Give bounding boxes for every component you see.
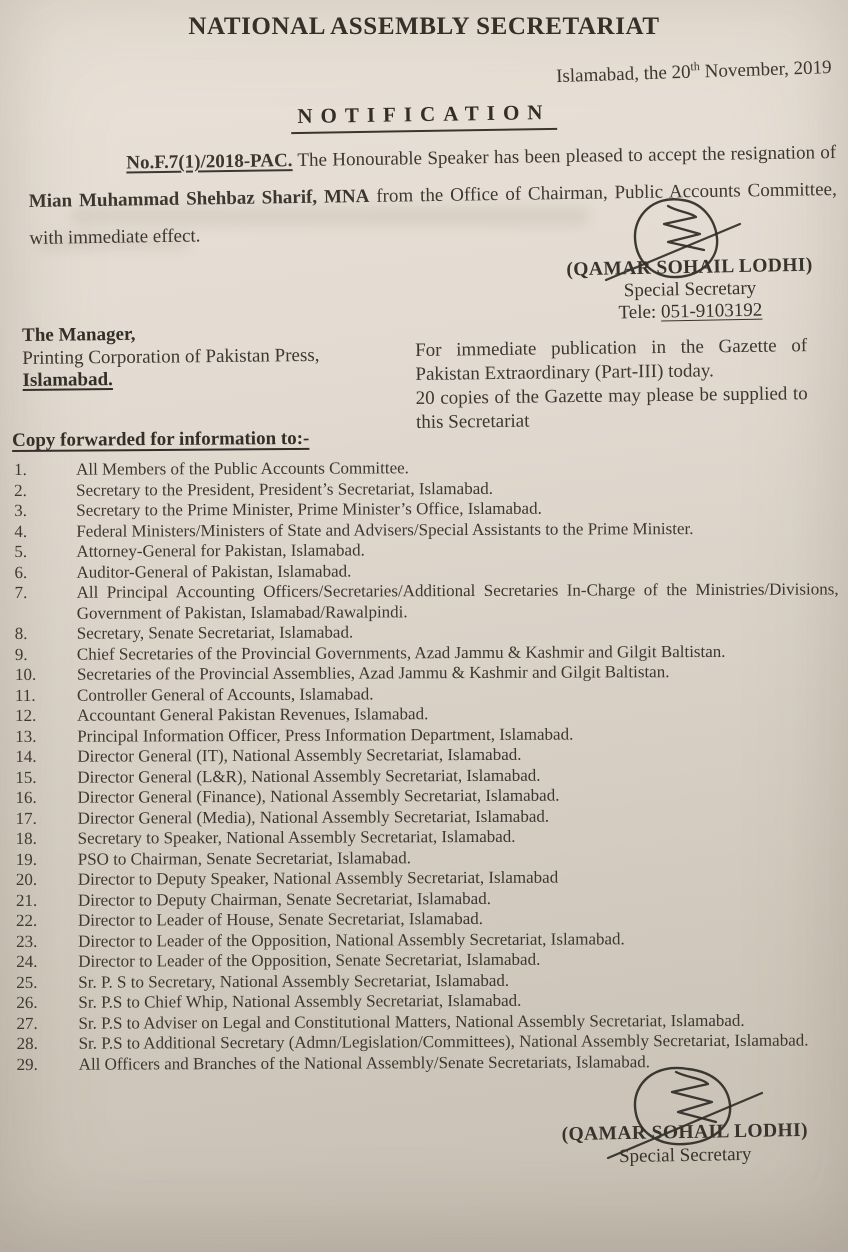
list-item-number: 28.	[16, 1033, 38, 1053]
list-item-text: Sr. P.S to Additional Secretary (Admn/Legislation/Committees), National Assembly Secretariat, Islamabad.	[78, 1030, 809, 1053]
list-item-number: 9.	[14, 644, 28, 664]
list-item-text: Secretary, Senate Secretariat, Islamabad.	[76, 622, 354, 643]
addressee-block	[22, 322, 320, 393]
date-prefix: Islamabad, the 20	[556, 61, 692, 88]
list-item-text: All Officers and Branches of the National Assembly/Senate Secretariats, Islamabad.	[78, 1051, 651, 1074]
list-item-text: Auditor-General of Pakistan, Islamabad.	[76, 561, 352, 582]
signatory-designation: Special Secretary	[623, 277, 757, 302]
addressee-line-1: The Manager,	[22, 323, 136, 346]
list-item-number: 2.	[14, 480, 27, 500]
list-item-text: Principal Information Officer, Press Information Department, Islamabad.	[77, 724, 574, 746]
list-item-number: 20.	[15, 869, 38, 889]
list-item-text: Secretary to the Prime Minister, Prime Minister’s Office, Islamabad.	[76, 498, 542, 520]
list-item-number: 4.	[14, 521, 28, 541]
list-item-text: Secretaries of the Provincial Assemblies, Azad Jammu & Kashmir and Gilgit Baltistan.	[76, 662, 670, 684]
reference-number: No.F.7(1)/2018-PAC.	[126, 150, 293, 174]
tele-number: 051-9103192	[660, 299, 763, 323]
notification-body-paragraph	[28, 134, 838, 257]
list-item-text: Secretary to the President, President’s Secretariat, Islamabad.	[76, 478, 494, 500]
list-item-number: 24.	[16, 951, 38, 971]
list-item-number: 14.	[15, 746, 37, 766]
list-item-number: 25.	[16, 972, 38, 992]
list-item-number: 1.	[14, 459, 27, 479]
signatory-designation: Special Secretary	[618, 1143, 752, 1168]
list-item-text: Director to Leader of the Opposition, Senate Secretariat, Islamabad.	[78, 949, 541, 971]
date-line	[556, 57, 832, 88]
list-item	[17, 1051, 841, 1075]
gazette-paragraph-1: For immediate publication in the Gazette of Pakistan Extraordinary (Part-III) today.	[415, 335, 808, 385]
signatory-block-bottom	[535, 1118, 836, 1169]
list-item-text: Sr. P. S to Secretary, National Assembly Secretariat, Islamabad.	[78, 970, 510, 992]
list-item-text: Controller General of Accounts, Islamabad.	[76, 683, 374, 705]
list-item-number: 29.	[16, 1054, 38, 1074]
list-item-number: 22.	[15, 910, 38, 930]
list-item-text: Attorney-General for Pakistan, Islamabad.	[76, 540, 365, 561]
list-item-number: 7.	[14, 582, 28, 602]
list-item-number: 6.	[14, 562, 28, 582]
paragraph-lead: The Honourable Speaker has been pleased to accept the resignation of	[292, 142, 837, 172]
list-item-number: 27.	[16, 1013, 38, 1033]
list-item-number: 11.	[14, 685, 36, 705]
list-item-number: 13.	[15, 726, 37, 746]
list-item-text: Director to Leader of the Opposition, National Assembly Secretariat, Islamabad.	[78, 928, 625, 951]
notification-heading-wrap	[0, 95, 848, 138]
resigning-member-name: Mian Muhammad Shehbaz Sharif, MNA	[28, 185, 370, 212]
list-item-number: 5.	[14, 541, 28, 561]
list-item-text: Accountant General Pakistan Revenues, Islamabad.	[77, 704, 429, 725]
gazette-paragraph-2: 20 copies of the Gazette may please be supplied to this Secretariat	[415, 383, 808, 433]
list-item-number: 23.	[16, 931, 38, 951]
notification-heading: NOTIFICATION	[291, 100, 557, 134]
addressee-line-2: Printing Corporation of Pakistan Press,	[22, 344, 320, 369]
date-suffix: November, 2019	[700, 57, 833, 83]
list-item-number: 19.	[15, 849, 38, 869]
list-item-number: 12.	[15, 705, 37, 725]
list-item-number: 18.	[15, 828, 37, 848]
signatory-name: (QAMAR SOHAIL LODHI)	[566, 254, 813, 281]
date-ordinal: th	[690, 59, 701, 74]
list-item-number: 8.	[14, 623, 28, 643]
list-item-number: 16.	[15, 787, 37, 807]
list-item-text: Secretary to Speaker, National Assembly Secretariat, Islamabad.	[77, 826, 516, 848]
list-item-text: Chief Secretaries of the Provincial Governments, Azad Jammu & Kashmir and Gilgit Baltistan.	[76, 641, 726, 664]
list-item-text: Director General (Media), National Assembly Secretariat, Islamabad.	[77, 806, 550, 828]
list-item-text: Director General (Finance), National Assembly Secretariat, Islamabad.	[77, 785, 560, 807]
paragraph-tail: from the Office of Chairman, Public Accounts Committee, with immediate effect.	[29, 179, 837, 249]
list-item-text: Sr. P.S to Adviser on Legal and Constitutional Matters, National Assembly Secretariat, Islamabad.	[78, 1010, 745, 1033]
list-item-text: Director General (L&R), National Assembly Secretariat, Islamabad.	[77, 765, 541, 787]
list-item-text: Director General (IT), National Assembly Secretariat, Islamabad.	[77, 744, 522, 766]
list-item-number: 3.	[14, 500, 28, 520]
list-item-number: 10.	[14, 664, 37, 684]
list-item-text: Sr. P.S to Chief Whip, National Assembly Secretariat, Islamabad.	[78, 990, 522, 1012]
list-item-text: Director to Leader of House, Senate Secretariat, Islamabad.	[77, 908, 484, 930]
document-title: NATIONAL ASSEMBLY SECRETARIAT	[188, 13, 660, 40]
addressee-line-3: Islamabad.	[22, 369, 113, 391]
signatory-name: (QAMAR SOHAIL LODHI)	[561, 1119, 809, 1146]
list-item-text: Federal Ministers/Ministers of State and Advisers/Special Assistants to the Prime Minister.	[76, 518, 694, 541]
distribution-list	[14, 456, 841, 1075]
list-item-number: 21.	[15, 890, 38, 910]
list-item-text: Director to Deputy Speaker, National Assembly Secretariat, Islamabad	[77, 867, 559, 889]
signatory-block-top	[539, 254, 840, 326]
list-item	[15, 579, 839, 624]
list-item-text: All Principal Accounting Officers/Secretaries/Additional Secretaries In-Charge of the Ministries/Divisions, Government of Pakistan, Islamabad/Rawalpindi.	[76, 579, 839, 623]
list-item-text: PSO to Chairman, Senate Secretariat, Islamabad.	[77, 847, 412, 869]
tele-label: Tele:	[618, 301, 662, 324]
list-item-number: 17.	[15, 808, 37, 828]
list-item-text: All Members of the Public Accounts Committee.	[75, 458, 409, 479]
copy-forwarded-heading: Copy forwarded for information to:-	[12, 427, 310, 451]
list-item-number: 26.	[16, 992, 38, 1012]
list-item-text: Director to Deputy Chairman, Senate Secretariat, Islamabad.	[77, 888, 492, 910]
list-item-number: 15.	[15, 767, 37, 787]
gazette-instruction-block	[415, 334, 808, 435]
signatory-telephone	[540, 298, 840, 326]
